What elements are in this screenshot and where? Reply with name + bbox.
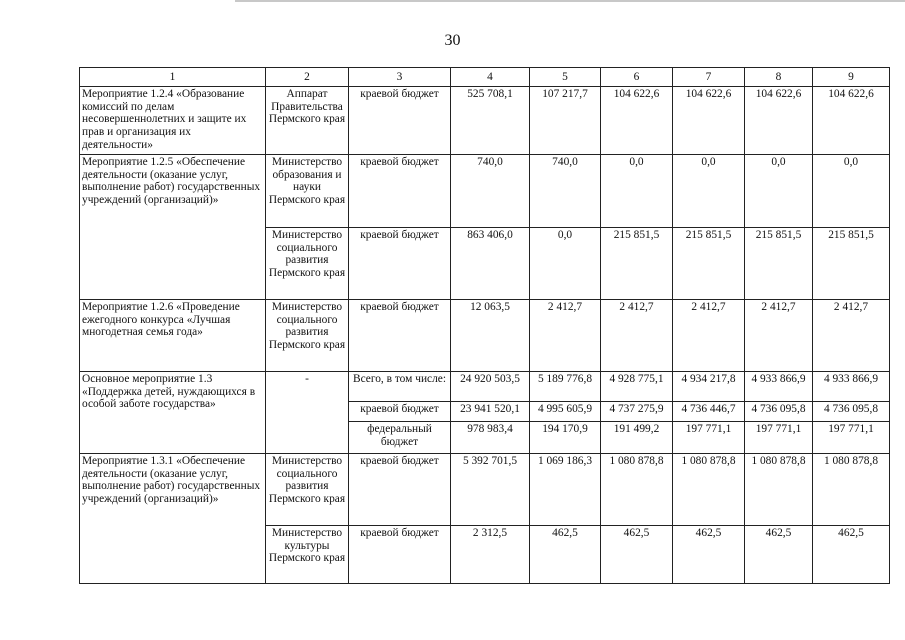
value-cell: 2 412,7 [530,300,601,372]
value-cell: 24 920 503,5 [451,372,530,402]
executor-cell: Министерство социального развития Пермского края [266,228,349,300]
value-cell: 215 851,5 [813,228,890,300]
funding-source: краевой бюджет [349,402,451,422]
header-cell: 8 [745,68,813,87]
value-cell: 4 736 095,8 [813,402,890,422]
value-cell: 5 189 776,8 [530,372,601,402]
value-cell: 525 708,1 [451,87,530,155]
table-row [80,300,890,372]
header-cell: 6 [601,68,673,87]
value-cell: 2 412,7 [601,300,673,372]
value-cell: 4 736 095,8 [745,402,813,422]
funding-source: Всего, в том числе: [349,372,451,402]
value-cell: 197 771,1 [745,422,813,454]
value-cell: 462,5 [601,526,673,584]
value-cell: 12 063,5 [451,300,530,372]
value-cell: 0,0 [601,155,673,228]
value-cell: 4 928 775,1 [601,372,673,402]
executor-cell: Министерство социального развития Пермского края [266,300,349,372]
value-cell: 197 771,1 [813,422,890,454]
header-cell: 9 [813,68,890,87]
value-cell: 1 080 878,8 [673,454,745,526]
value-cell: 1 080 878,8 [813,454,890,526]
value-cell: 4 933 866,9 [745,372,813,402]
activity-name: Мероприятие 1.2.5 «Обеспечение деятельности (оказание услуг, выполнение работ) государственных учреждений (организаций)» [80,155,266,300]
page-number: 30 [444,32,461,49]
header-cell: 5 [530,68,601,87]
value-cell: 215 851,5 [601,228,673,300]
funding-source: краевой бюджет [349,526,451,584]
table-row [80,87,890,155]
value-cell: 0,0 [673,155,745,228]
funding-source: федеральный бюджет [349,422,451,454]
value-cell: 2 412,7 [813,300,890,372]
value-cell: 740,0 [530,155,601,228]
value-cell: 2 312,5 [451,526,530,584]
value-cell: 1 080 878,8 [601,454,673,526]
table-row [80,155,890,228]
value-cell: 23 941 520,1 [451,402,530,422]
header-cell: 3 [349,68,451,87]
value-cell: 0,0 [813,155,890,228]
value-cell: 194 170,9 [530,422,601,454]
funding-source: краевой бюджет [349,87,451,155]
value-cell: 4 736 446,7 [673,402,745,422]
value-cell: 462,5 [745,526,813,584]
value-cell: 0,0 [530,228,601,300]
funding-source: краевой бюджет [349,155,451,228]
executor-cell: Аппарат Правительства Пермского края [266,87,349,155]
executor-cell: - [266,372,349,454]
executor-cell: Министерство образования и науки Пермского края [266,155,349,228]
header-cell: 1 [80,68,266,87]
value-cell: 462,5 [530,526,601,584]
executor-cell: Министерство социального развития Пермского края [266,454,349,526]
value-cell: 5 392 701,5 [451,454,530,526]
header-row [80,68,890,87]
activity-name: Мероприятие 1.2.4 «Образование комиссий по делам несовершеннолетних и защите их прав и организация их деятельности» [80,87,266,155]
value-cell: 1 080 878,8 [745,454,813,526]
value-cell: 107 217,7 [530,87,601,155]
value-cell: 1 069 186,3 [530,454,601,526]
activity-name: Мероприятие 1.2.6 «Проведение ежегодного конкурса «Лучшая многодетная семья года» [80,300,266,372]
value-cell: 740,0 [451,155,530,228]
table-row [80,372,890,402]
activity-name: Мероприятие 1.3.1 «Обеспечение деятельности (оказание услуг, выполнение работ) государственных учреждений (организаций)» [80,454,266,584]
value-cell: 215 851,5 [745,228,813,300]
executor-cell: Министерство культуры Пермского края [266,526,349,584]
value-cell: 215 851,5 [673,228,745,300]
value-cell: 191 499,2 [601,422,673,454]
value-cell: 462,5 [813,526,890,584]
funding-source: краевой бюджет [349,228,451,300]
budget-table [79,67,890,584]
value-cell: 4 995 605,9 [530,402,601,422]
value-cell: 863 406,0 [451,228,530,300]
value-cell: 0,0 [745,155,813,228]
value-cell: 4 933 866,9 [813,372,890,402]
value-cell: 197 771,1 [673,422,745,454]
value-cell: 104 622,6 [673,87,745,155]
activity-name: Основное мероприятие 1.3 «Поддержка детей, нуждающихся в особой заботе государства» [80,372,266,454]
header-cell: 2 [266,68,349,87]
value-cell: 4 934 217,8 [673,372,745,402]
value-cell: 978 983,4 [451,422,530,454]
table-row [80,454,890,526]
value-cell: 104 622,6 [745,87,813,155]
value-cell: 4 737 275,9 [601,402,673,422]
top-scan-line [235,0,905,2]
value-cell: 104 622,6 [601,87,673,155]
funding-source: краевой бюджет [349,454,451,526]
value-cell: 2 412,7 [673,300,745,372]
value-cell: 2 412,7 [745,300,813,372]
header-cell: 4 [451,68,530,87]
value-cell: 104 622,6 [813,87,890,155]
header-cell: 7 [673,68,745,87]
value-cell: 462,5 [673,526,745,584]
funding-source: краевой бюджет [349,300,451,372]
